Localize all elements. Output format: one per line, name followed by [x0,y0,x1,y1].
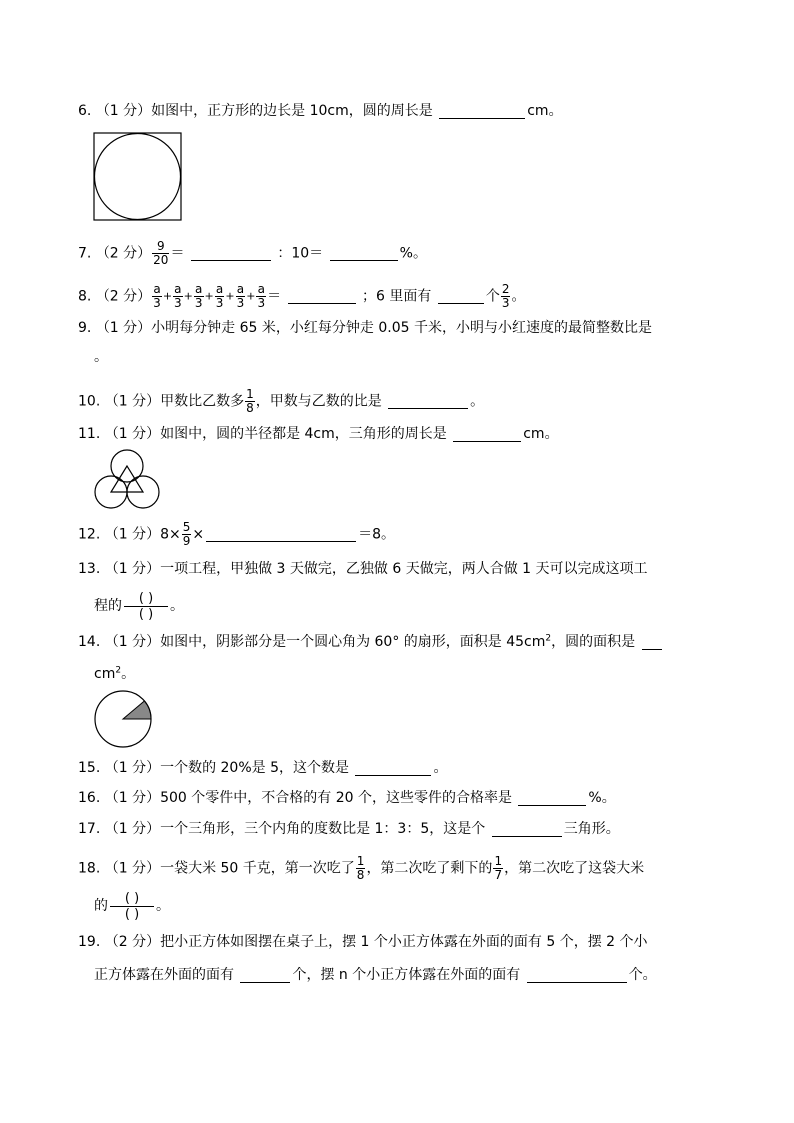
q-text: 。 [470,393,485,410]
question-14-cont [94,664,135,684]
question-16 [78,788,616,808]
q-number: 18. [78,860,101,877]
q-score: （1 分） [95,103,152,119]
fraction: $\frac{1}{8}$ [246,387,254,415]
answer-blank[interactable] [355,761,431,776]
q-text: 一项工程，甲独做 3 天做完，乙独做 6 天做完，两人合做 1 天可以完成这项工 [160,561,648,577]
q-text: 一个数的 20%是 5，这个数是 [160,760,350,776]
q-text: 的 [94,898,108,914]
q-text: 甲数比乙数多 [160,393,245,410]
fraction: $\frac{a}{3}$ [236,282,245,310]
q-score: （1 分） [104,426,161,442]
q-text: 如图中，阴影部分是一个圆心角为 60° 的扇形，面积是 45cm [160,634,546,650]
q-text: 正方体露在外面的面有 [94,967,234,983]
q-text: 一个三角形，三个内角的度数比是 1：3：5，这是个 [160,821,486,837]
q-text: 程的 [94,598,122,614]
question-17 [78,819,620,839]
question-15 [78,758,447,778]
answer-blank[interactable] [388,394,468,409]
q-text: 一袋大米 50 千克，第一次吃了 [160,860,355,877]
superscript: 2 [545,633,552,644]
question-9-cont [94,347,108,367]
q-text: ，第二次吃了剩下的 [366,860,493,877]
q-score: （2 分） [95,245,152,262]
q-text: 个，摆 n 个小正方体露在外面的面有 [292,967,521,983]
answer-blank[interactable] [330,246,398,261]
question-18 [78,855,644,882]
q-score: （1 分） [104,634,161,650]
fraction: $\frac{a}{3}$ [215,282,224,310]
q-number: 13. [78,561,101,577]
q-number: 15. [78,760,101,776]
question-19 [78,932,648,952]
q-text: 。 [156,898,170,914]
q-number: 6. [78,103,92,119]
q-text: 8× [160,526,181,543]
q-text: ＝ [267,288,282,305]
q-unit: cm。 [523,426,559,442]
fraction: $\frac{a}{3}$ [194,282,203,310]
q-text: 小明每分钟走 65 米，小红每分钟走 0.05 千米，小明与小红速度的最简整数比是 [151,320,652,336]
answer-blank[interactable] [438,289,484,304]
q-unit: cm。 [527,103,563,119]
q-text: 把小正方体如图摆在桌子上，摆 1 个小正方体露在外面的面有 5 个，摆 2 个小 [160,934,648,950]
three-circles-triangle-figure [93,448,161,510]
answer-blank[interactable] [240,968,290,983]
answer-blank[interactable] [642,635,662,650]
q-text: %。 [399,245,427,262]
paren-fraction-blank[interactable]: $\frac{( )}{( )}$ [110,891,154,922]
q-text: 个。 [628,967,657,983]
q-text: ＝ [170,245,185,262]
paren-fraction-blank[interactable]: $\frac{( )}{( )}$ [124,591,168,622]
q-text: cm [94,666,116,682]
answer-blank[interactable] [191,246,271,261]
q-text: 个 [485,288,500,305]
circle-sector-figure [93,690,153,750]
question-18-cont [94,890,170,922]
q-text: %。 [588,790,616,806]
q-text: ：10＝ [277,245,324,262]
q-score: （2 分） [104,934,161,950]
answer-blank[interactable] [527,968,627,983]
q-number: 12. [78,526,101,543]
answer-blank[interactable] [518,791,586,806]
q-text: × [192,526,205,543]
fraction: $\frac{9}{20}$ [153,239,169,267]
q-text: 500 个零件中，不合格的有 20 个，这些零件的合格率是 [160,790,512,806]
answer-blank[interactable] [439,104,525,119]
q-number: 8. [78,288,92,305]
answer-blank[interactable] [453,427,521,442]
superscript: 2 [115,665,122,676]
q-score: （1 分） [95,320,152,336]
q-text: ；6 里面有 [362,288,432,305]
q-number: 17. [78,821,101,837]
q-text: 。 [94,349,108,365]
question-9 [78,318,652,338]
q-score: （1 分） [104,790,161,806]
question-6 [78,101,563,121]
q-text: 。 [511,288,526,305]
q-score: （1 分） [104,821,161,837]
fraction: $\frac{a}{3}$ [153,282,161,310]
question-12 [78,521,395,548]
q-score: （1 分） [104,760,161,776]
q-score: （1 分） [104,860,161,877]
q-score: （2 分） [95,288,152,305]
q-score: （1 分） [104,393,161,410]
question-8: 8. （2 分） $\frac{a}{3}$ + $\frac{a}{3}$ + $\frac{a}{3}$ + $\frac{a}{3}$ + $\frac{a}{3}$ + $\frac{a}{3}$ ＝ ；6 里面有 个 $\frac{2}{3}$ 。 [78,282,526,310]
fraction: $\frac{5}{9}$ [182,520,191,548]
q-text: 。 [121,666,136,682]
fraction: $\frac{2}{3}$ [501,282,510,310]
q-text: ，甲数与乙数的比是 [255,393,382,410]
q-number: 16. [78,790,101,806]
answer-blank[interactable] [492,822,562,837]
fraction: $\frac{1}{8}$ [356,854,365,882]
q-number: 7. [78,245,92,262]
q-text: 。 [433,760,448,776]
answer-blank[interactable] [206,527,356,542]
q-number: 11. [78,426,101,442]
q-text: ＝8。 [358,526,396,543]
answer-blank[interactable] [288,289,356,304]
q-text: ，第二次吃了这袋大米 [504,860,645,877]
q-text: 如图中，圆的半径都是 4cm，三角形的周长是 [160,426,447,442]
fraction: $\frac{a}{3}$ [174,282,182,310]
q-number: 10. [78,393,101,410]
fraction: $\frac{1}{7}$ [494,854,503,882]
q-score: （1 分） [104,526,161,543]
q-number: 9. [78,320,92,336]
q-text: ，圆的面积是 [551,634,636,650]
question-7 [78,240,427,267]
question-10 [78,388,484,415]
question-13 [78,559,648,579]
fraction: $\frac{a}{3}$ [257,282,266,310]
q-text: 。 [170,598,184,614]
question-14 [78,632,664,652]
question-13-cont [94,590,184,622]
question-19-cont [94,965,657,985]
q-number: 19. [78,934,101,950]
question-11 [78,424,559,444]
q-text: 三角形。 [563,821,620,837]
q-number: 14. [78,634,101,650]
square-circle-figure [93,132,183,222]
q-score: （1 分） [104,561,161,577]
q-text: 如图中，正方形的边长是 10cm，圆的周长是 [151,103,433,119]
